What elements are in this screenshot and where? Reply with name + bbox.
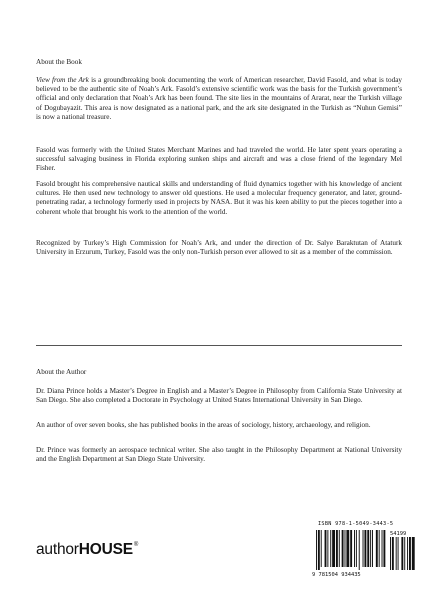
barcode-addon-bar [390,537,391,570]
barcode-bar [345,530,346,567]
book-title: View from the Ark [36,76,89,84]
barcode-addon-bar [412,537,415,570]
barcode-addon-bar [401,537,403,570]
about-author-heading: About the Author [36,368,87,376]
about-book-heading: About the Book [36,58,82,66]
barcode-bar [327,530,328,567]
barcode-graphic [310,528,418,578]
barcode-addon-bar [396,537,397,570]
barcode-addon-bar [409,537,411,570]
barcode-bar [367,530,369,567]
barcode-bar [363,530,364,567]
isbn-barcode [310,520,418,578]
barcode-main-digits: 9 781504 934435 [312,572,361,578]
barcode-bar [318,530,320,570]
book-paragraph-2: Fasold was formerly with the United States Merchant Marines and had traveled the world. He later spent years operating a successful salvaging business in Florida exploring sunken ships and aircraft and was a close friend of the legendary Mel Fisher. [36,146,402,173]
barcode-bar [382,530,383,567]
book-paragraph-1-text: is a groundbreaking book documenting the work of American researcher, David Fasold, and what is today believed to be the authentic site of Noah’s Ark. Fasold’s extensive scientific work was the basis for the Turkish government’s official and only declaration that Noah’s Ark has been found. The site lies in the mountains of Ararat, near the Turkish village of Dogubayazit. This area is now designated as a national park, and the ark site designated in the Turkish as “Nuhun Gemisi” is now a national treasure. [36,76,402,121]
barcode-addon-bar [398,537,399,570]
barcode-bar [346,530,349,567]
section-divider [36,345,402,346]
barcode-bar [372,530,373,567]
book-paragraph-3: Fasold brought his comprehensive nautical skills and understanding of fluid dynamics together with his knowledge of ancient cultures. He then used new technology to answer old questions. He used a molecular frequency generator, and later, ground-penetrating radar, a technology formerly used in projects by NASA. But it was his keen ability to put the pieces together into a coherent whole that brought his work to the attention of the world. [36,180,402,216]
isbn-label: ISBN 978-1-5049-3443-5 [318,521,394,527]
barcode-addon-digits: 54199 [390,531,407,537]
barcode-bar [383,530,385,567]
publisher-logo: authorHOUSE® [36,541,139,558]
author-paragraph-1: Dr. Diana Prince holds a Master’s Degree in English and a Master’s Degree in Philosophy from California State University at San Diego. She also completed a Doctorate in Psychology at United States International University in San Diego. [36,387,402,405]
book-paragraph-1 [36,76,402,122]
barcode-bar [359,530,360,570]
author-paragraph-2: An author of over seven books, she has published books in the areas of sociology, history, archaeology, and religion. [36,421,371,429]
barcode-addon-bar [404,537,405,570]
barcode-bar [350,530,352,567]
barcode-bar [321,530,322,567]
barcode-addon-bar [392,537,394,570]
barcode-bar [339,530,340,567]
barcode-bar [364,530,366,567]
barcode-addon-bar [407,537,408,570]
author-paragraph-3: Dr. Prince was formerly an aerospace technical writer. She also taught in the Philosophy Department at National University and the English Department at San Diego State University. [36,446,402,464]
barcode-bar [356,530,357,567]
barcode-bar [330,530,331,567]
barcode-bar [342,530,344,567]
barcode-bar [325,530,327,567]
barcode-bar [332,530,335,567]
barcode-bar [370,530,371,567]
barcode-bar [376,530,378,567]
barcode-bar [354,530,355,567]
barcode-bar [336,530,338,567]
barcode-bar [379,530,380,567]
book-paragraph-4: Recognized by Turkey’s High Commission for Noah’s Ark, and under the direction of Dr. Salye Baraktutan of Ataturk University in Erzurum, Turkey, Fasold was the only non-Turkish person ever allowed to sit as a member of the commission. [36,239,402,257]
barcode-bar [316,530,317,570]
